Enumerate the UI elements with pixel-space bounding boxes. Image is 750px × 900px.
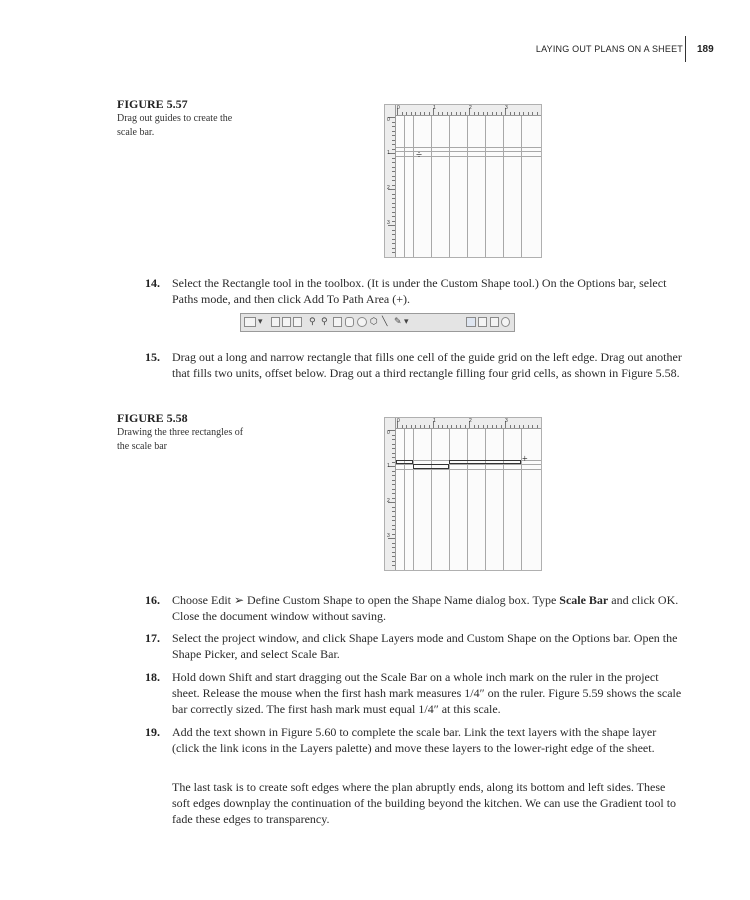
ruler-tick bbox=[492, 425, 493, 428]
ruler-tick bbox=[415, 425, 416, 428]
ruler-tick bbox=[392, 230, 395, 231]
step-number: 14. bbox=[145, 276, 160, 290]
step-text: Select the Rectangle tool in the toolbox. (It is under the Custom Shape tool.) On the Options bar, select Paths mode, and then click Add To Path Area (+). bbox=[172, 276, 667, 306]
ruler-tick bbox=[420, 112, 421, 115]
subtract-path-icon bbox=[478, 317, 487, 327]
guide-line bbox=[503, 429, 504, 570]
ruler-tick bbox=[392, 489, 395, 490]
ruler-tick bbox=[447, 112, 448, 115]
horizontal-ruler bbox=[385, 105, 541, 116]
ruler-label: 1 bbox=[387, 150, 390, 156]
guide-line bbox=[521, 116, 522, 257]
ruler-label: 2 bbox=[469, 418, 472, 424]
ruler-tick bbox=[465, 425, 466, 428]
ruler-tick bbox=[519, 112, 520, 115]
figure-5-57-caption: Drag out guides to create the scale bar. bbox=[117, 113, 233, 138]
ruler-tick bbox=[392, 144, 395, 145]
ruler-tick bbox=[447, 425, 448, 428]
ruler-tick bbox=[420, 425, 421, 428]
ruler-tick bbox=[474, 112, 475, 115]
ruler-tick bbox=[487, 112, 488, 115]
step-text: Hold down Shift and start dragging out the Scale Bar on a whole inch mark on the ruler in the project sheet. Release the mouse when the first hash mark measures 1/4″ on the ruler. Figure 5.59 shows the scale bar correctly sized. The first hash mark must equal 1/4″ at this scale. bbox=[172, 670, 682, 716]
ruler-tick bbox=[392, 565, 395, 566]
guide-line bbox=[521, 429, 522, 570]
custom-shape-icon: ✎ bbox=[394, 317, 402, 327]
step-text bbox=[172, 592, 685, 624]
rounded-rectangle-icon bbox=[345, 317, 354, 327]
step-text: Add the text shown in Figure 5.60 to complete the scale bar. Link the text layers with the shape layer (click the link icons in the Layers palette) and move these layers to the lower-right edge of the sheet. bbox=[172, 725, 657, 755]
ruler-tick bbox=[451, 425, 452, 428]
vertical-ruler bbox=[385, 105, 396, 257]
guide-line bbox=[467, 116, 468, 257]
ruler-tick bbox=[392, 480, 395, 481]
ruler-tick bbox=[532, 112, 533, 115]
ruler-tick bbox=[392, 135, 395, 136]
ruler-tick bbox=[392, 493, 395, 494]
ruler-label: 3 bbox=[387, 220, 390, 226]
ruler-tick bbox=[392, 171, 395, 172]
ruler-label: 0 bbox=[397, 105, 400, 111]
guide-line bbox=[431, 116, 432, 257]
step-16-text-after: and click OK. Close the document window without saving. bbox=[172, 593, 679, 623]
step-19 bbox=[145, 724, 685, 756]
ruler-tick bbox=[392, 180, 395, 181]
step-number: 16. bbox=[145, 593, 160, 607]
fill-pixels-mode-icon bbox=[293, 317, 302, 327]
ruler-tick bbox=[392, 248, 395, 249]
ruler-tick bbox=[392, 126, 395, 127]
ruler-label: 2 bbox=[387, 498, 390, 504]
ruler-tick bbox=[514, 112, 515, 115]
ellipse-icon bbox=[357, 317, 367, 327]
ruler-tick bbox=[392, 149, 395, 150]
ruler-label: 3 bbox=[387, 533, 390, 539]
guide-line bbox=[404, 116, 405, 257]
shape-layers-mode-icon bbox=[271, 317, 280, 327]
ruler-tick bbox=[523, 112, 524, 115]
ruler-tick bbox=[429, 425, 430, 428]
ruler-tick bbox=[392, 198, 395, 199]
guide-line bbox=[467, 429, 468, 570]
step-number: 17. bbox=[145, 631, 160, 645]
ruler-tick bbox=[392, 221, 395, 222]
ruler-tick bbox=[392, 471, 395, 472]
ruler-tick bbox=[392, 122, 395, 123]
ruler-tick bbox=[392, 257, 395, 258]
ruler-tick bbox=[392, 484, 395, 485]
ruler-tick bbox=[496, 425, 497, 428]
ruler-tick bbox=[392, 167, 395, 168]
ruler-tick bbox=[392, 511, 395, 512]
ruler-tick bbox=[514, 425, 515, 428]
ruler-tick bbox=[392, 570, 395, 571]
ruler-tick bbox=[537, 112, 538, 115]
ruler-tick bbox=[478, 425, 479, 428]
ruler-tick bbox=[392, 252, 395, 253]
ruler-tick bbox=[510, 425, 511, 428]
guide-line bbox=[449, 429, 450, 570]
step-16-bold-term: Scale Bar bbox=[559, 593, 609, 607]
ruler-label: 1 bbox=[387, 463, 390, 469]
exclude-path-icon bbox=[501, 317, 510, 327]
ruler-tick bbox=[392, 176, 395, 177]
ruler-tick bbox=[392, 439, 395, 440]
ruler-tick bbox=[465, 112, 466, 115]
move-cursor-icon: ÷ bbox=[416, 149, 423, 161]
line-icon: ╲ bbox=[382, 317, 388, 327]
ruler-tick bbox=[392, 561, 395, 562]
ruler-tick bbox=[392, 162, 395, 163]
figure-5-57-number: FIGURE 5.57 bbox=[117, 97, 188, 111]
guide-line bbox=[485, 116, 486, 257]
ruler-tick bbox=[438, 112, 439, 115]
guide-line bbox=[413, 116, 414, 257]
ruler-label: 3 bbox=[505, 418, 508, 424]
ruler-tick bbox=[478, 112, 479, 115]
ruler-tick bbox=[537, 425, 538, 428]
ruler-tick bbox=[392, 529, 395, 530]
vertical-ruler bbox=[385, 418, 396, 570]
step-text: Drag out a long and narrow rectangle that fills one cell of the guide grid on the left edge. Drag out another that fills two units, offset below. Drag out a third rectangle filling four grid cells, as shown in Figure 5.58. bbox=[172, 350, 682, 380]
ruler-tick bbox=[415, 112, 416, 115]
ruler-tick bbox=[392, 194, 395, 195]
ruler-tick bbox=[442, 425, 443, 428]
ruler-tick bbox=[424, 112, 425, 115]
ruler-tick bbox=[392, 547, 395, 548]
paths-mode-icon bbox=[282, 317, 291, 327]
ruler-tick bbox=[392, 556, 395, 557]
scale-bar-rectangle-3 bbox=[449, 460, 521, 464]
rectangle-shape-icon bbox=[333, 317, 342, 327]
guide-line bbox=[503, 116, 504, 257]
ruler-tick bbox=[392, 516, 395, 517]
ruler-tick bbox=[392, 185, 395, 186]
step-16-text-before: Choose Edit ➢ Define Custom Shape to open the Shape Name dialog box. Type bbox=[172, 593, 560, 607]
ruler-tick bbox=[392, 453, 395, 454]
ruler-tick bbox=[392, 131, 395, 132]
dropdown-arrow-icon: ▾ bbox=[258, 317, 263, 327]
step-15 bbox=[145, 349, 685, 381]
ruler-tick bbox=[392, 234, 395, 235]
running-header-title: LAYING OUT PLANS ON A SHEET bbox=[535, 44, 683, 54]
ruler-tick bbox=[510, 112, 511, 115]
figure-5-58-caption: Drawing the three rectangles of the scale bar bbox=[117, 427, 244, 452]
figure-5-58-screenshot bbox=[384, 417, 542, 571]
ruler-tick bbox=[392, 507, 395, 508]
ruler-label: 0 bbox=[397, 418, 400, 424]
ruler-tick bbox=[392, 158, 395, 159]
ruler-tick bbox=[392, 534, 395, 535]
ruler-tick bbox=[487, 425, 488, 428]
ruler-label: 1 bbox=[433, 418, 436, 424]
ruler-tick bbox=[392, 212, 395, 213]
ruler-tick bbox=[451, 112, 452, 115]
ruler-tick bbox=[406, 112, 407, 115]
ruler-tick bbox=[392, 140, 395, 141]
ruler-tick bbox=[411, 425, 412, 428]
ruler-tick bbox=[392, 520, 395, 521]
guide-line bbox=[485, 429, 486, 570]
ruler-tick bbox=[501, 112, 502, 115]
ruler-tick bbox=[392, 475, 395, 476]
ruler-tick bbox=[392, 243, 395, 244]
rectangle-tool-icon bbox=[244, 317, 256, 327]
ruler-tick bbox=[519, 425, 520, 428]
ruler-tick bbox=[424, 425, 425, 428]
ruler-label: 1 bbox=[433, 105, 436, 111]
ruler-tick bbox=[460, 425, 461, 428]
ruler-tick bbox=[492, 112, 493, 115]
intersect-path-icon bbox=[490, 317, 499, 327]
ruler-tick bbox=[392, 543, 395, 544]
ruler-tick bbox=[392, 239, 395, 240]
ruler-tick bbox=[532, 425, 533, 428]
ruler-tick bbox=[392, 462, 395, 463]
ruler-label: 0 bbox=[387, 430, 390, 436]
ruler-tick bbox=[392, 207, 395, 208]
ruler-tick bbox=[528, 112, 529, 115]
polygon-icon: ⬡ bbox=[370, 317, 378, 327]
ruler-tick bbox=[442, 112, 443, 115]
closing-paragraph: The last task is to create soft edges where the plan abruptly ends, along its bottom and left sides. These soft edges downplay the continuation of the building beyond the kitchen. We can use the Gradient tool to fade these edges to transparency. bbox=[172, 780, 677, 826]
guide-line bbox=[449, 116, 450, 257]
ruler-tick bbox=[429, 112, 430, 115]
ruler-tick bbox=[392, 448, 395, 449]
ruler-label: 2 bbox=[469, 105, 472, 111]
step-number: 15. bbox=[145, 350, 160, 364]
step-number: 18. bbox=[145, 670, 160, 684]
ruler-tick bbox=[523, 425, 524, 428]
options-bar-screenshot bbox=[240, 313, 515, 332]
ruler-tick bbox=[483, 425, 484, 428]
step-number: 19. bbox=[145, 725, 160, 739]
ruler-label: 2 bbox=[387, 185, 390, 191]
ruler-tick bbox=[501, 425, 502, 428]
ruler-tick bbox=[456, 112, 457, 115]
ruler-tick bbox=[392, 216, 395, 217]
ruler-tick bbox=[392, 498, 395, 499]
ruler-tick bbox=[474, 425, 475, 428]
guide-line bbox=[396, 469, 541, 470]
guide-line bbox=[404, 429, 405, 570]
crosshair-cursor-icon: + bbox=[522, 454, 528, 465]
step-text: Select the project window, and click Shape Layers mode and Custom Shape on the Options bar. Open the Shape Picker, and select Scale Bar. bbox=[172, 631, 678, 661]
page-number: 189 bbox=[697, 44, 714, 55]
ruler-tick bbox=[438, 425, 439, 428]
figure-5-58-number: FIGURE 5.58 bbox=[117, 411, 188, 425]
ruler-tick bbox=[392, 525, 395, 526]
horizontal-ruler bbox=[385, 418, 541, 429]
step-14 bbox=[145, 275, 685, 307]
ruler-tick bbox=[392, 457, 395, 458]
freeform-pen-icon: ⚲ bbox=[321, 317, 328, 327]
ruler-tick bbox=[392, 552, 395, 553]
ruler-tick bbox=[402, 112, 403, 115]
pen-tool-icon: ⚲ bbox=[309, 317, 316, 327]
ruler-label: 0 bbox=[387, 117, 390, 123]
step-18 bbox=[145, 669, 685, 717]
step-16 bbox=[145, 592, 685, 624]
ruler-label: 3 bbox=[505, 105, 508, 111]
header-divider bbox=[685, 36, 686, 62]
guide-line bbox=[413, 429, 414, 570]
ruler-tick bbox=[392, 444, 395, 445]
step-17 bbox=[145, 630, 685, 662]
add-to-path-area-icon bbox=[466, 317, 476, 327]
ruler-tick bbox=[402, 425, 403, 428]
ruler-tick bbox=[483, 112, 484, 115]
ruler-tick bbox=[528, 425, 529, 428]
guide-line bbox=[396, 147, 541, 148]
dropdown-arrow-icon: ▾ bbox=[404, 317, 409, 327]
figure-5-57-screenshot bbox=[384, 104, 542, 258]
ruler-tick bbox=[411, 112, 412, 115]
ruler-tick bbox=[496, 112, 497, 115]
ruler-tick bbox=[392, 203, 395, 204]
scale-bar-rectangle-2 bbox=[413, 464, 449, 469]
ruler-tick bbox=[392, 435, 395, 436]
guide-line bbox=[431, 429, 432, 570]
ruler-tick bbox=[406, 425, 407, 428]
ruler-tick bbox=[460, 112, 461, 115]
ruler-tick bbox=[456, 425, 457, 428]
scale-bar-rectangle-1 bbox=[396, 460, 413, 464]
